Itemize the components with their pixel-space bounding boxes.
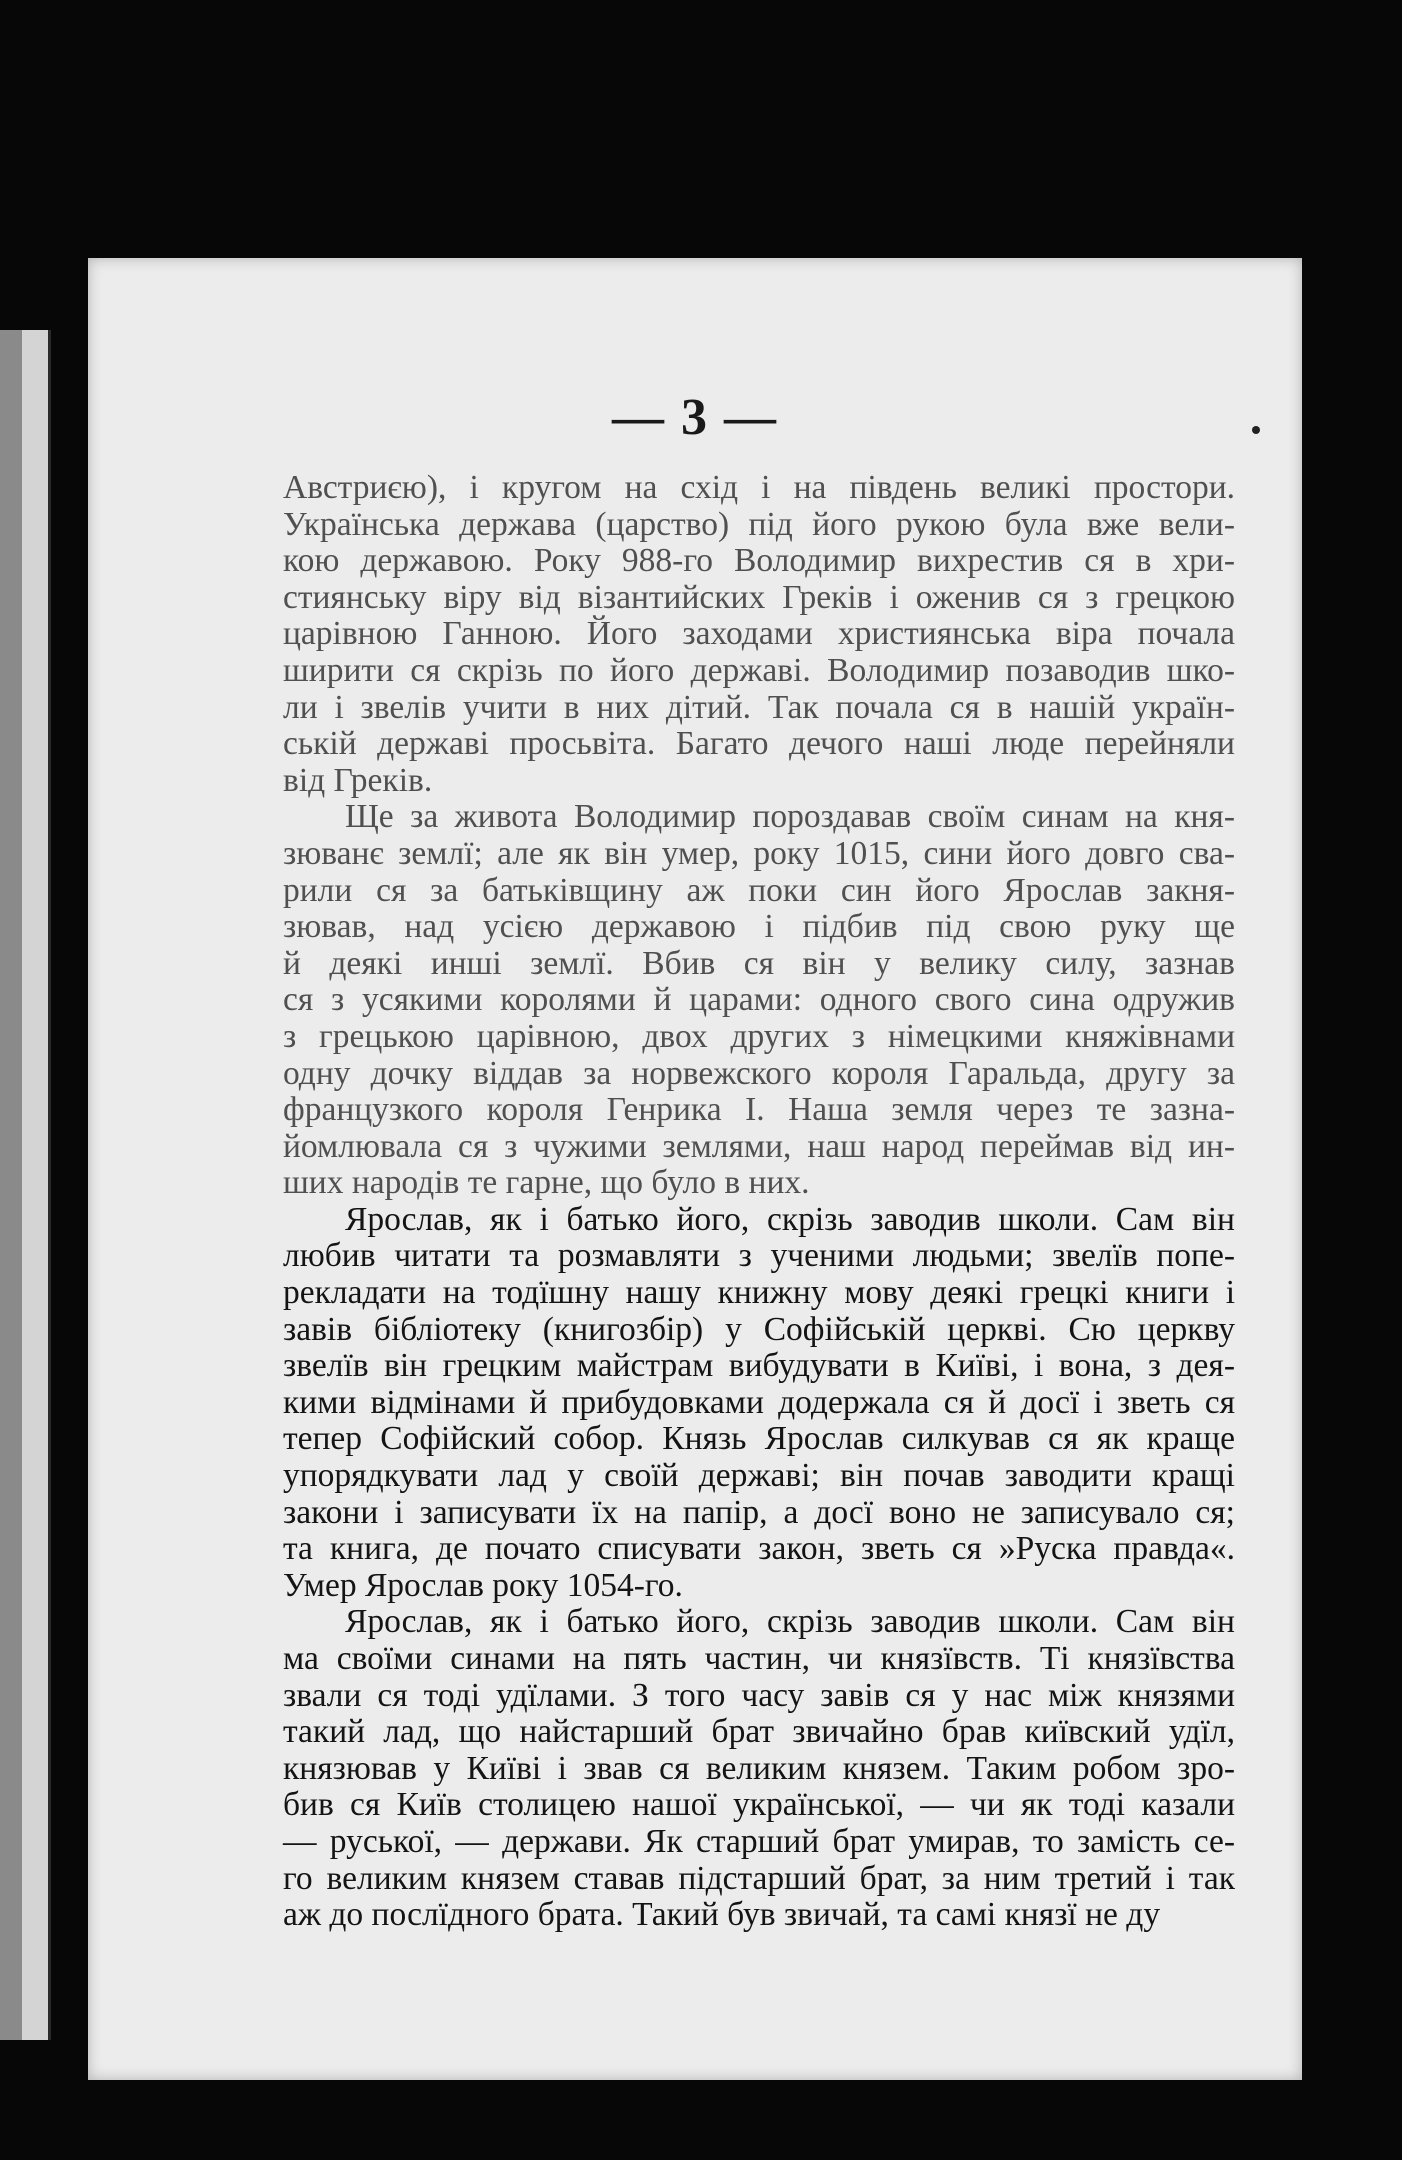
text-line: — руської, — держави. Як старший брат умирав, то замість се-: [283, 1822, 1235, 1860]
text-line: й деякі инші землї. Вбив ся він у велику силу, зазнав: [283, 944, 1235, 982]
body-text: [283, 470, 1235, 1934]
text-line: йомлювала ся з чужими землями, наш народ переймав від ин-: [283, 1127, 1235, 1165]
text-line: Австриєю), і кругом на схід і на південь великі простори.: [283, 469, 1235, 506]
text-line: з грецькою царівною, двох других з німецкими княжівнами: [283, 1017, 1235, 1055]
text-line: царівною Ганною. Його заходами християнська віра почала: [283, 615, 1235, 653]
text-line: аж до послїдного брата. Такий був звичай, та самі князї не ду: [283, 1896, 1161, 1934]
text-line: бив ся Київ столицею нашої української, — чи як тоді казали: [283, 1786, 1235, 1824]
text-line: звелїв він грецким майстрам вибудувати в Київі, і вона, з дея-: [283, 1347, 1235, 1385]
text-line: зював, над усією державою і підбив під свою руку ще: [283, 908, 1235, 946]
text-line: тепер Софійский собор. Князь Ярослав силкував ся як краще: [283, 1420, 1235, 1458]
text-line: ширити ся скрізь по його державі. Володимир позаводив шко-: [283, 651, 1235, 689]
text-line: князював у Київі і звав ся великим князем. Таким робом зро-: [283, 1749, 1235, 1787]
text-line: упорядкувати лад у своїй державі; він почав заводити кращі: [283, 1457, 1235, 1495]
paragraph-4: [283, 1604, 1235, 1933]
text-line: та книга, де почато списувати закон, зветь ся »Руска правда«.: [283, 1530, 1235, 1568]
text-line: одну дочку віддав за норвежского короля Гаральда, другу за: [283, 1054, 1235, 1092]
text-line: французкого короля Генрика І. Наша земля через те зазна-: [283, 1091, 1235, 1129]
text-line: ших народів те гарне, що було в них.: [283, 1164, 810, 1202]
text-line: ській державі просьвіта. Багато дечого наші люде перейняли: [283, 725, 1235, 763]
text-line: Ще за живота Володимир пороздавав своїм синам на кня-: [345, 798, 1235, 836]
page-number: — 3 —: [612, 389, 778, 446]
ink-speck: [1252, 426, 1260, 434]
text-line: кими відмінами й прибудовками додержала ся й досї і зветь ся: [283, 1383, 1235, 1421]
paragraph-1: [283, 470, 1235, 799]
book-page: [88, 258, 1302, 2080]
text-line: такий лад, що найстарший брат звичайно брав київский удїл,: [283, 1713, 1235, 1751]
text-line: звали ся тоді удїлами. З того часу завів ся у нас між князями: [283, 1676, 1235, 1714]
adjacent-page-edge: [0, 330, 51, 2040]
paragraph-2: [283, 799, 1235, 1202]
text-line: Ярослав, як і батько його, скрізь заводив школи. Сам він: [345, 1200, 1235, 1238]
text-line: Умер Ярослав року 1054-го.: [283, 1566, 683, 1604]
text-line: завів бібліотеку (книгозбір) у Софійській церкві. Сю церкву: [283, 1310, 1235, 1348]
text-line: ма своїми синами на пять частин, чи князївств. Ті князївства: [283, 1640, 1235, 1677]
text-line: закони і записувати їх на папір, а досї воно не записувало ся;: [283, 1493, 1235, 1531]
text-line: рили ся за батьківщину аж поки син його Ярослав закня-: [283, 871, 1235, 909]
adjacent-page-shadow: [0, 330, 22, 2040]
text-line: ли і звелів учити в них дітий. Так почала ся в нашій україн-: [283, 688, 1235, 726]
text-line: кою державою. Року 988-го Володимир вихрестив ся в хри-: [283, 542, 1235, 580]
text-line: рекладати на тодїшну нашу книжну мову деякі грецкі книги і: [283, 1274, 1235, 1312]
text-line: зюванє землї; але як він умер, року 1015, сини його довго сва-: [283, 834, 1235, 872]
paragraph-3: [283, 1202, 1235, 1605]
text-line: ся з усякими королями й царами: одного свого сина одружив: [283, 981, 1235, 1019]
text-line: стиянську віру від візантийских Греків і оженив ся з грецкою: [283, 578, 1235, 616]
text-line: го великим князем ставав підстарший брат, за ним третий і так: [283, 1859, 1235, 1897]
text-line: Українська держава (царство) під його рукою була вже вели-: [283, 505, 1235, 543]
text-line: любив читати та розмавляти з ученими людьми; звелїв попе-: [283, 1237, 1235, 1275]
text-line: Ярослав, як і батько його, скрізь заводив школи. Сам він: [345, 1603, 1235, 1641]
text-line: від Греків.: [283, 761, 433, 799]
